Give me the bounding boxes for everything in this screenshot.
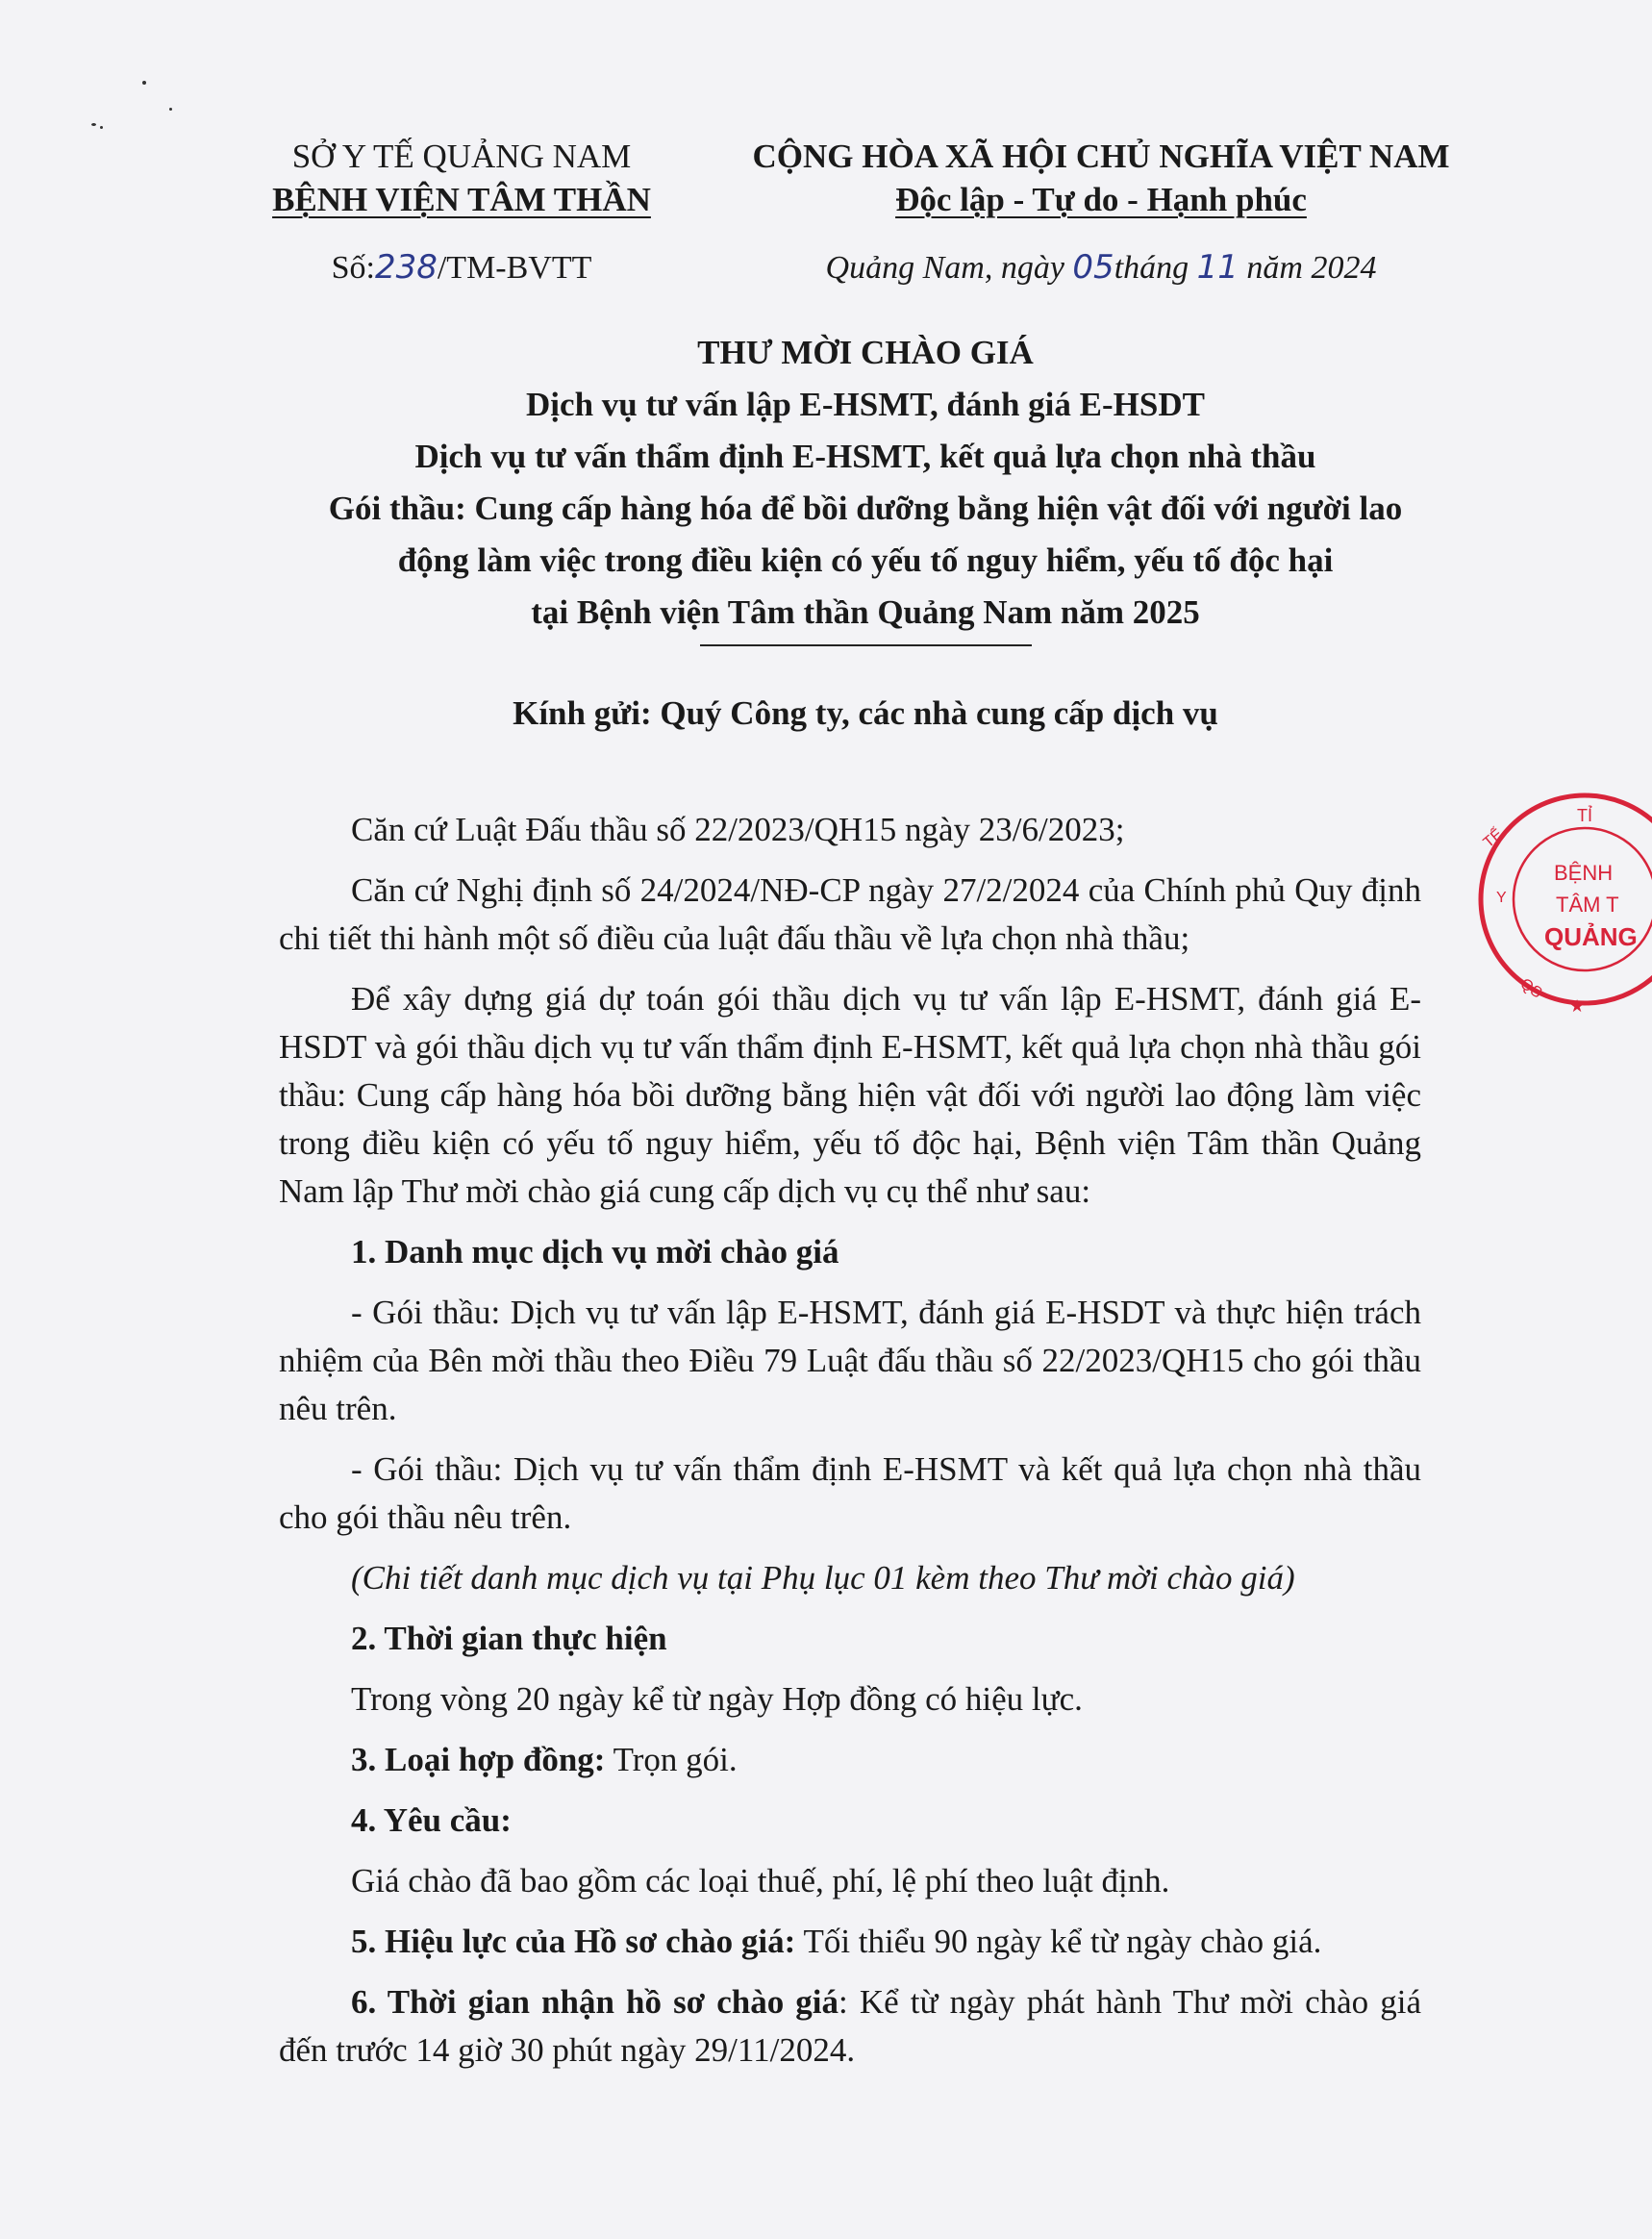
title-subline: động làm việc trong điều kiện có yếu tố nguy hiểm, yếu tố độc hại [397, 541, 1334, 579]
national-motto-block [712, 135, 1490, 221]
title-subline: tại Bệnh viện Tâm thần Quảng Nam năm 2025 [531, 593, 1200, 631]
section-3-heading: 3. Loại hợp đồng: [351, 1741, 606, 1778]
issuer-hospital [245, 178, 678, 221]
section-3-text: Trọn gói. [605, 1741, 738, 1778]
motto-text: Độc lập - Tự do - Hạnh phúc [895, 181, 1307, 218]
paragraph-legal-basis-2: Căn cứ Nghị định số 24/2024/NĐ-CP ngày 27/2/2024 của Chính phủ Quy định chi tiết thi hành một số điều của luật đấu thầu về lựa chọn nhà thầu; [279, 871, 1421, 957]
scan-speck [169, 108, 172, 111]
section-5-heading: 5. Hiệu lực của Hồ sơ chào giá: [351, 1923, 796, 1960]
stamp-line-2: TÂM T [1556, 893, 1619, 917]
date-month-label: tháng [1114, 250, 1197, 286]
issuer-block [245, 135, 678, 221]
title-subline: Dịch vụ tư vấn lập E-HSMT, đánh giá E-HSDT [526, 386, 1205, 423]
stamp-line-3: QUẢNG [1544, 922, 1638, 951]
country-name: CỘNG HÒA XÃ HỘI CHỦ NGHĨA VIỆT NAM [752, 138, 1450, 175]
document-title-block [240, 327, 1490, 646]
section-5-text: Tối thiểu 90 ngày kể từ ngày chào giá. [795, 1923, 1322, 1960]
stamp-arc-top: TỈ [1577, 806, 1592, 825]
date-day-handwritten: 05 [1072, 248, 1114, 287]
title-subline: Dịch vụ tư vấn thẩm định E-HSMT, kết quả lựa chọn nhà thầu [414, 438, 1316, 475]
stamp-line-1: BỆNH [1554, 861, 1614, 885]
stamp-star-icon: ★ [1569, 996, 1586, 1017]
section-6-text: : Kể từ ngày phát hành Thư mời chào giá đến trước 14 giờ 30 phút ngày 29/11/2024. [279, 1983, 1422, 2069]
document-number-prefix: Số: [331, 250, 375, 286]
document-number-suffix: /TM-BVTT [437, 250, 592, 286]
issuer-department: SỞ Y TẾ QUẢNG NAM [291, 138, 632, 175]
document-title: THƯ MỜI CHÀO GIÁ [697, 334, 1034, 371]
date-place-prefix: Quảng Nam, ngày [825, 250, 1073, 286]
motto [712, 178, 1490, 221]
section-4-heading: 4. Yêu cầu: [351, 1801, 512, 1839]
stamp-arc-left-2: TẾ [1480, 825, 1507, 852]
section-1-item-1: - Gói thầu: Dịch vụ tư vấn lập E-HSMT, đánh giá E-HSDT và thực hiện trách nhiệm của Bên mời thầu theo Điều 79 Luật đấu thầu số 22/2023/QH15 cho gói thầu nêu trên. [279, 1294, 1421, 1427]
salutation: Kính gửi: Quý Công ty, các nhà cung cấp dịch vụ [513, 694, 1218, 732]
date-month-handwritten: 11 [1196, 248, 1239, 287]
section-1-note: (Chi tiết danh mục dịch vụ tại Phụ lục 01 kèm theo Thư mời chào giá) [351, 1559, 1295, 1597]
section-6-heading: 6. Thời gian nhận hồ sơ chào giá [351, 1983, 839, 2021]
title-subline: Gói thầu: Cung cấp hàng hóa để bồi dưỡng bằng hiện vật đối với người lao [328, 490, 1403, 527]
paragraph-purpose: Để xây dựng giá dự toán gói thầu dịch vụ tư vấn lập E-HSMT, đánh giá E-HSDT và gói thầu dịch vụ tư vấn thẩm định E-HSMT, kết quả lựa chọn nhà thầu gói thầu: Cung cấp hàng hóa bồi dưỡng bằng hiện vật đối với người lao động làm việc trong điều kiện có yếu tố nguy hiểm, yếu tố độc hại, Bệnh viện Tâm thần Quảng Nam lập Thư mời chào giá cung cấp dịch vụ cụ thể như sau: [279, 980, 1421, 1210]
letter-body [279, 806, 1421, 2087]
section-1-heading: 1. Danh mục dịch vụ mời chào giá [351, 1233, 839, 1270]
section-6 [279, 1978, 1421, 2075]
issuer-hospital-text: BỆNH VIỆN TÂM THẦN [272, 181, 651, 218]
section-4-text: Giá chào đã bao gồm các loại thuế, phí, lệ phí theo luật định. [351, 1862, 1170, 1899]
paragraph-legal-basis-1: Căn cứ Luật Đấu thầu số 22/2023/QH15 ngày 23/6/2023; [351, 811, 1125, 848]
section-2-heading: 2. Thời gian thực hiện [351, 1620, 667, 1657]
scan-speck [91, 123, 96, 126]
title-divider [700, 644, 1032, 646]
scan-speck [100, 126, 103, 129]
section-1-item-2: - Gói thầu: Dịch vụ tư vấn thẩm định E-HSMT và kết quả lựa chọn nhà thầu cho gói thầu nêu trên. [279, 1450, 1421, 1536]
official-stamp [1460, 789, 1652, 1048]
stamp-arc-left: Y [1496, 890, 1507, 906]
stamp-arc-bottom: QS [1516, 975, 1545, 1002]
section-3 [279, 1736, 1421, 1784]
section-5 [279, 1918, 1421, 1966]
document-number [245, 248, 678, 287]
issue-date [712, 248, 1490, 287]
section-2-text: Trong vòng 20 ngày kể từ ngày Hợp đồng có hiệu lực. [351, 1680, 1083, 1718]
date-year: năm 2024 [1238, 250, 1377, 286]
document-number-handwritten: 238 [374, 248, 438, 287]
scan-speck [142, 81, 146, 85]
